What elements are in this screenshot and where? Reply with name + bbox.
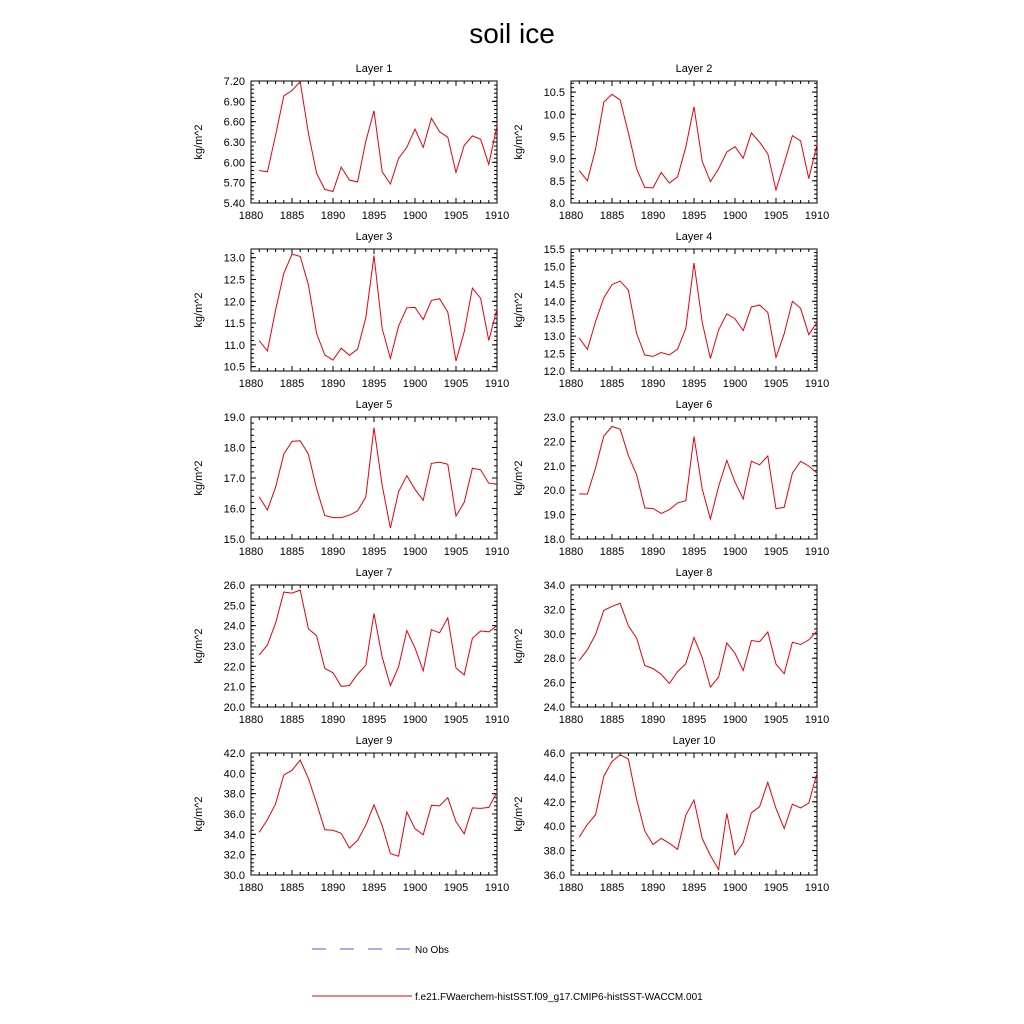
x-tick-label: 1910 — [484, 714, 510, 726]
y-axis-label: kg/m^2 — [193, 124, 205, 160]
x-tick-label: 1880 — [558, 882, 584, 894]
plot-frame — [571, 753, 817, 875]
x-tick-label: 1900 — [722, 210, 748, 222]
panel-layer-3 — [193, 231, 509, 390]
y-tick-label: 13.0 — [543, 331, 565, 344]
x-tick-label: 1885 — [599, 882, 625, 894]
y-tick-label: 14.5 — [543, 278, 565, 291]
x-tick-label: 1880 — [238, 882, 264, 894]
x-tick-label: 1885 — [279, 546, 305, 558]
series-line — [579, 427, 817, 520]
y-tick-label: 10.0 — [543, 109, 565, 122]
x-tick-label: 1885 — [279, 378, 305, 390]
x-tick-label: 1895 — [361, 378, 387, 390]
panel-title: Layer 2 — [675, 63, 713, 75]
y-tick-label: 11.5 — [224, 318, 245, 331]
y-tick-label: 21.0 — [543, 460, 565, 473]
panel-layer-9 — [193, 735, 509, 894]
x-tick-label: 1900 — [722, 882, 748, 894]
x-tick-label: 1910 — [804, 714, 830, 726]
y-tick-label: 32.0 — [543, 604, 565, 617]
x-tick-label: 1885 — [279, 210, 305, 222]
y-axis-label: kg/m^2 — [513, 796, 525, 832]
x-tick-label: 1890 — [640, 210, 666, 222]
panel-layer-6 — [513, 399, 829, 558]
x-tick-label: 1880 — [558, 378, 584, 390]
figure-title: soil ice — [469, 18, 555, 49]
y-tick-label: 8.0 — [549, 198, 565, 210]
panel-title: Layer 3 — [355, 231, 393, 243]
x-tick-label: 1895 — [681, 210, 707, 222]
x-tick-label: 1880 — [558, 714, 584, 726]
x-tick-label: 1895 — [681, 882, 707, 894]
x-tick-label: 1910 — [484, 378, 510, 390]
x-tick-label: 1910 — [484, 210, 510, 222]
plot-frame — [571, 249, 817, 371]
y-tick-label: 22.0 — [223, 661, 245, 674]
x-tick-label: 1885 — [599, 714, 625, 726]
x-tick-label: 1905 — [763, 714, 789, 726]
y-tick-label: 20.0 — [223, 702, 245, 714]
x-tick-label: 1900 — [402, 210, 428, 222]
panel-layer-10 — [513, 735, 829, 894]
series-line — [259, 760, 497, 856]
y-tick-label: 36.0 — [543, 870, 565, 882]
x-tick-label: 1895 — [361, 882, 387, 894]
y-tick-label: 10.5 — [543, 87, 565, 100]
y-tick-label: 6.60 — [223, 116, 245, 129]
panel-layer-8 — [513, 567, 829, 726]
x-tick-label: 1905 — [443, 546, 469, 558]
series-line — [579, 755, 817, 870]
y-tick-label: 6.00 — [223, 157, 245, 170]
y-tick-label: 11.0 — [224, 339, 245, 352]
x-tick-label: 1890 — [640, 714, 666, 726]
y-axis-label: kg/m^2 — [513, 124, 525, 160]
y-tick-label: 19.0 — [543, 509, 565, 522]
y-axis-label: kg/m^2 — [513, 628, 525, 664]
y-tick-label: 12.5 — [543, 348, 565, 361]
x-tick-label: 1880 — [238, 210, 264, 222]
y-tick-label: 23.0 — [543, 412, 565, 424]
panel-layer-4 — [513, 231, 829, 390]
panel-layer-5 — [193, 399, 509, 558]
y-tick-label: 8.5 — [549, 175, 565, 188]
y-tick-label: 17.0 — [223, 473, 245, 485]
y-tick-label: 19.0 — [223, 412, 245, 424]
y-tick-label: 34.0 — [223, 829, 245, 842]
y-tick-label: 23.0 — [223, 641, 245, 653]
y-tick-label: 12.5 — [223, 274, 245, 287]
x-tick-label: 1905 — [763, 378, 789, 390]
plot-frame — [571, 417, 817, 539]
y-tick-label: 15.0 — [223, 534, 245, 546]
y-tick-label: 18.0 — [543, 534, 565, 546]
y-tick-label: 18.0 — [223, 442, 245, 455]
y-tick-label: 10.5 — [223, 361, 245, 374]
y-tick-label: 21.0 — [223, 681, 245, 694]
x-tick-label: 1895 — [681, 714, 707, 726]
x-tick-label: 1885 — [599, 546, 625, 558]
legend — [312, 945, 703, 1003]
y-tick-label: 13.0 — [223, 252, 245, 265]
panel-layer-1 — [193, 63, 509, 222]
y-tick-label: 15.0 — [543, 261, 565, 274]
y-axis-label: kg/m^2 — [193, 628, 205, 664]
panel-layer-2 — [513, 63, 829, 222]
panel-title: Layer 9 — [355, 735, 393, 747]
panel-title: Layer 8 — [675, 567, 713, 579]
x-tick-label: 1880 — [238, 546, 264, 558]
y-axis-label: kg/m^2 — [513, 292, 525, 328]
plot-frame — [571, 81, 817, 203]
y-tick-label: 34.0 — [543, 580, 565, 592]
x-tick-label: 1910 — [484, 882, 510, 894]
series-line — [259, 82, 497, 192]
y-tick-label: 26.0 — [543, 677, 565, 690]
x-tick-label: 1905 — [443, 882, 469, 894]
series-line — [259, 254, 497, 361]
y-tick-label: 42.0 — [543, 796, 565, 809]
x-tick-label: 1895 — [361, 546, 387, 558]
y-tick-label: 40.0 — [543, 821, 565, 834]
x-tick-label: 1885 — [279, 714, 305, 726]
series-line — [579, 94, 817, 190]
x-tick-label: 1900 — [402, 714, 428, 726]
x-tick-label: 1885 — [599, 378, 625, 390]
x-tick-label: 1880 — [558, 546, 584, 558]
panel-title: Layer 4 — [675, 231, 713, 243]
y-tick-label: 24.0 — [223, 620, 245, 633]
x-tick-label: 1885 — [599, 210, 625, 222]
x-tick-label: 1910 — [804, 378, 830, 390]
y-tick-label: 5.40 — [223, 198, 245, 210]
x-tick-label: 1905 — [763, 546, 789, 558]
x-tick-label: 1900 — [402, 882, 428, 894]
y-tick-label: 40.0 — [223, 768, 245, 781]
x-tick-label: 1890 — [640, 378, 666, 390]
y-tick-label: 38.0 — [223, 788, 245, 801]
panel-title: Layer 7 — [355, 567, 393, 579]
panels — [193, 63, 829, 894]
y-tick-label: 20.0 — [543, 485, 565, 498]
y-tick-label: 5.70 — [223, 177, 245, 190]
y-tick-label: 26.0 — [223, 580, 245, 592]
x-tick-label: 1895 — [361, 210, 387, 222]
x-tick-label: 1895 — [681, 546, 707, 558]
x-tick-label: 1880 — [238, 378, 264, 390]
y-tick-label: 6.90 — [223, 96, 245, 109]
x-tick-label: 1880 — [238, 714, 264, 726]
x-tick-label: 1880 — [558, 210, 584, 222]
y-axis-label: kg/m^2 — [193, 460, 205, 496]
series-line — [259, 428, 497, 528]
x-tick-label: 1890 — [320, 546, 346, 558]
x-tick-label: 1905 — [443, 714, 469, 726]
panel-title: Layer 6 — [675, 399, 713, 411]
y-tick-label: 30.0 — [223, 870, 245, 882]
x-tick-label: 1890 — [320, 210, 346, 222]
x-tick-label: 1905 — [443, 378, 469, 390]
series-line — [579, 263, 817, 359]
panel-title: Layer 1 — [355, 63, 393, 75]
x-tick-label: 1890 — [640, 882, 666, 894]
y-tick-label: 16.0 — [223, 503, 245, 516]
panel-layer-7 — [193, 567, 509, 726]
y-tick-label: 42.0 — [223, 748, 245, 760]
x-tick-label: 1900 — [722, 378, 748, 390]
y-tick-label: 12.0 — [223, 296, 245, 309]
plot-frame — [251, 753, 497, 875]
plot-frame — [251, 81, 497, 203]
y-tick-label: 28.0 — [543, 653, 565, 666]
y-axis-label: kg/m^2 — [513, 460, 525, 496]
legend-model-label: f.e21.FWaerchem-histSST.f09_g17.CMIP6-histSST-WACCM.001 — [415, 992, 703, 1003]
series-line — [579, 603, 817, 687]
series-line — [259, 590, 497, 686]
y-tick-label: 38.0 — [543, 845, 565, 858]
y-tick-label: 9.0 — [549, 153, 565, 166]
x-tick-label: 1890 — [320, 882, 346, 894]
y-tick-label: 9.5 — [549, 131, 565, 144]
x-tick-label: 1890 — [320, 378, 346, 390]
panel-title: Layer 10 — [672, 735, 716, 747]
x-tick-label: 1905 — [763, 210, 789, 222]
plot-frame — [251, 249, 497, 371]
y-tick-label: 13.5 — [543, 313, 565, 326]
x-tick-label: 1900 — [722, 546, 748, 558]
y-axis-label: kg/m^2 — [193, 292, 205, 328]
x-tick-label: 1905 — [763, 882, 789, 894]
legend-obs-label: No Obs — [415, 945, 449, 956]
y-tick-label: 12.0 — [543, 366, 565, 378]
y-tick-label: 24.0 — [543, 702, 565, 714]
y-tick-label: 6.30 — [223, 137, 245, 149]
x-tick-label: 1885 — [279, 882, 305, 894]
y-tick-label: 46.0 — [543, 748, 565, 760]
panel-title: Layer 5 — [355, 399, 393, 411]
x-tick-label: 1910 — [804, 546, 830, 558]
plot-frame — [251, 417, 497, 539]
x-tick-label: 1900 — [402, 546, 428, 558]
x-tick-label: 1890 — [320, 714, 346, 726]
y-tick-label: 14.0 — [543, 296, 565, 309]
y-tick-label: 44.0 — [543, 772, 565, 785]
y-tick-label: 30.0 — [543, 628, 565, 641]
y-tick-label: 15.5 — [543, 244, 565, 256]
y-tick-label: 25.0 — [223, 600, 245, 613]
x-tick-label: 1895 — [361, 714, 387, 726]
y-tick-label: 22.0 — [543, 436, 565, 449]
x-tick-label: 1905 — [443, 210, 469, 222]
x-tick-label: 1900 — [402, 378, 428, 390]
x-tick-label: 1910 — [484, 546, 510, 558]
x-tick-label: 1910 — [804, 210, 830, 222]
y-tick-label: 36.0 — [223, 809, 245, 821]
plot-frame — [571, 585, 817, 707]
plot-frame — [251, 585, 497, 707]
x-tick-label: 1890 — [640, 546, 666, 558]
y-tick-label: 32.0 — [223, 849, 245, 862]
y-axis-label: kg/m^2 — [193, 796, 205, 832]
x-tick-label: 1910 — [804, 882, 830, 894]
x-tick-label: 1900 — [722, 714, 748, 726]
y-tick-label: 7.20 — [223, 76, 245, 88]
x-tick-label: 1895 — [681, 378, 707, 390]
